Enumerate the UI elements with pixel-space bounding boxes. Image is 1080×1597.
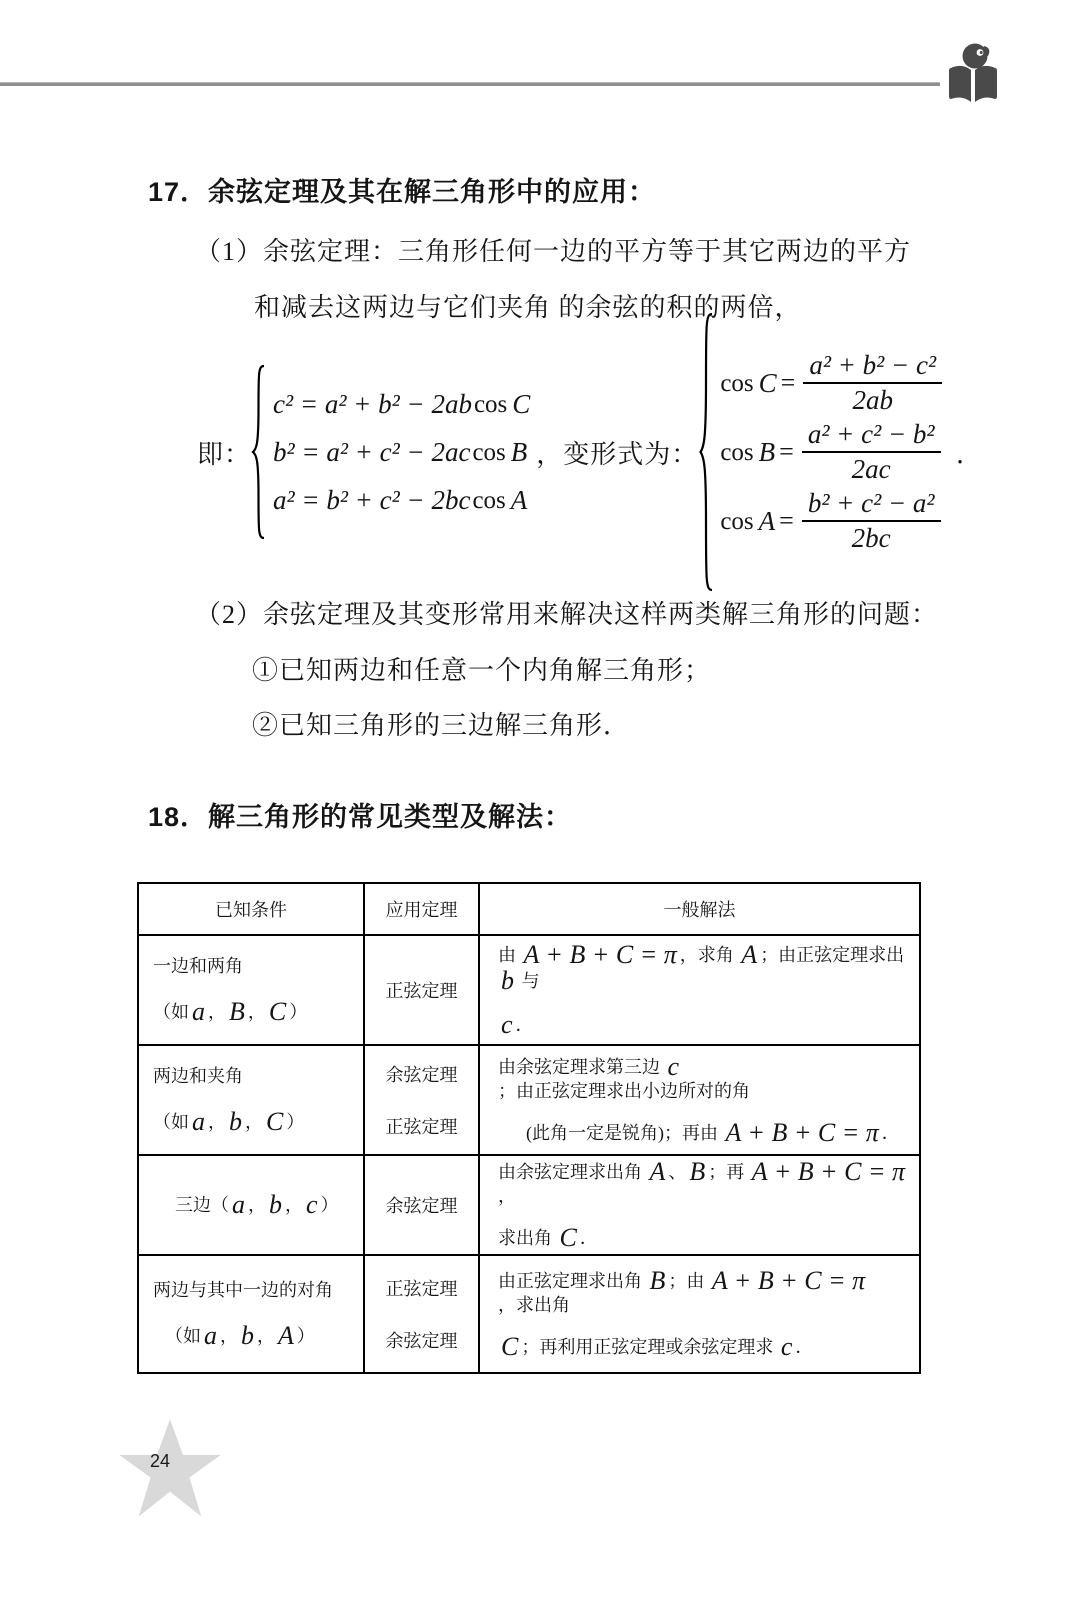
math-token: a (192, 997, 205, 1027)
math-token: c (667, 1051, 680, 1081)
text-token: 、 (668, 1161, 687, 1182)
table-row (138, 1155, 920, 1255)
text-token: ， (257, 1326, 275, 1346)
text-token: ， (247, 1002, 266, 1022)
math-token: C (501, 1332, 519, 1362)
cos-function: cos (720, 507, 754, 535)
text-token: ， (498, 1185, 516, 1206)
fraction-numerator: a² + b² − c² (803, 352, 942, 384)
math-token: C (559, 1223, 577, 1253)
fraction-denominator: 2bc (851, 523, 891, 553)
text-token: 由余弦定理求第三边 (498, 1056, 665, 1077)
condition-line (153, 999, 363, 1025)
condition-line (153, 1109, 363, 1135)
equation-cosB (718, 421, 942, 483)
math-token: B (689, 1156, 706, 1186)
text-token: ． (795, 1337, 814, 1357)
item2-bullet1: ①已知两边和任意一个内角解三角形； (252, 656, 712, 685)
text-token: 由余弦定理求出角 (498, 1161, 647, 1182)
solution-line (498, 1012, 913, 1038)
math-token: b (501, 966, 514, 995)
text-token: ． (579, 1228, 598, 1248)
theorem-label: 余弦定理 (385, 1196, 458, 1216)
text-token: ；由正弦定理求出小边所对的角 (498, 1080, 750, 1101)
text-token: （如 (153, 1002, 189, 1022)
condition-line (153, 1279, 363, 1302)
math-token: B (229, 997, 245, 1027)
theorem-label: 正弦定理 (385, 1279, 458, 1299)
text-token: ， (208, 1112, 226, 1132)
item2-bullet2: ②已知三角形的三边解三角形． (252, 711, 631, 740)
text-token: ；再 (708, 1161, 749, 1182)
cos-function: cos (720, 369, 754, 397)
table-row (138, 1045, 920, 1155)
fraction-numerator: a² + c² − b² (802, 421, 941, 453)
text-token: ． (881, 1123, 900, 1143)
equals-sign: = (780, 368, 796, 397)
condition-line (153, 1065, 363, 1088)
text-token: ， (248, 1194, 266, 1215)
condition-line (153, 955, 363, 978)
math-angle: C (512, 388, 531, 419)
math-token: C (268, 997, 287, 1027)
text-token: 由正弦定理求出角 (498, 1270, 647, 1291)
text-token: （如 (153, 1112, 189, 1132)
math-token: A (649, 1156, 666, 1186)
math-body: b² = a² + c² − 2ac (273, 436, 471, 467)
condition-line (153, 1323, 363, 1349)
text-token: ，求角 (679, 944, 739, 965)
math-token: b (241, 1321, 254, 1351)
math-angle: B (510, 436, 528, 467)
equation-system-left (273, 388, 531, 515)
text-token: 与 (517, 970, 540, 991)
cos-function: cos (472, 438, 506, 466)
text-token: 两边和夹角 (153, 1065, 243, 1086)
fraction-numerator: b² + c² − a² (802, 490, 941, 522)
math-token: a (192, 1107, 205, 1137)
page-number: 24 (150, 1451, 171, 1471)
header-known-conditions: 已知条件 (138, 883, 364, 935)
math-token: A + B + C = π (751, 1156, 906, 1186)
header-general-solution: 一般解法 (479, 883, 920, 935)
solution-line (498, 1265, 913, 1317)
cos-function: cos (472, 486, 506, 514)
equation-a2 (273, 484, 530, 515)
header-applied-theorem: 应用定理 (364, 883, 479, 935)
solution-line (498, 1051, 913, 1103)
math-angle: C (758, 367, 777, 398)
table-header-row (138, 883, 920, 935)
cosine-law-text-line1: （1）余弦定理：三角形任何一边的平方等于其它两边的平方 (195, 237, 912, 266)
text-token: ． (515, 1014, 534, 1035)
section17-title: 17．余弦定理及其在解三角形中的应用： (148, 177, 657, 207)
math-body: a² = b² + c² − 2bc (273, 484, 471, 515)
equation-system-right (718, 352, 942, 552)
fraction-denominator: 2ac (851, 454, 891, 484)
left-curly-brace (251, 364, 267, 540)
theorem-label: 正弦定理 (385, 1117, 458, 1137)
text-token: ） (296, 1326, 315, 1346)
condition-line (153, 1192, 363, 1218)
text-token: ；由正弦定理求出 (760, 944, 909, 965)
text-token: ， (245, 1112, 263, 1132)
math-token: A + B + C = π (523, 940, 677, 969)
triangle-solving-table (137, 882, 921, 1374)
math-token: A + B + C = π (725, 1118, 879, 1148)
fraction (802, 490, 941, 552)
fraction-denominator: 2ab (852, 385, 893, 415)
math-angle: A (758, 505, 776, 536)
formula-intro-label: 即： (197, 439, 252, 469)
math-token: A (278, 1321, 294, 1351)
text-token: ，求出角 (498, 1294, 570, 1315)
formula-middle-label: ，变形式为： (536, 439, 699, 469)
fraction (802, 421, 941, 483)
text-token: ） (320, 1194, 339, 1215)
text-token: ） (286, 1112, 305, 1132)
right-curly-brace (698, 312, 716, 592)
item2-intro-text: （2）余弦定理及其变形常用来解决这样两类解三角形的问题： (195, 600, 939, 629)
solution-line (498, 1120, 913, 1146)
math-angle: B (758, 436, 776, 467)
equation-cosA (718, 490, 942, 552)
text-token: ；由 (668, 1270, 709, 1291)
math-token: c (780, 1332, 793, 1362)
math-token: a (204, 1321, 217, 1351)
text-token: ；再利用正弦定理或余弦定理求 (521, 1337, 778, 1357)
equals-sign: = (779, 506, 794, 535)
section18-title: 18．解三角形的常见类型及解法： (148, 802, 573, 832)
theorem-label: 正弦定理 (385, 981, 458, 1001)
fraction (803, 352, 942, 414)
math-token: c (501, 1010, 513, 1039)
math-angle: A (510, 484, 528, 515)
math-token: A (741, 940, 758, 969)
solution-line (498, 942, 913, 994)
equation-cosC (718, 352, 942, 414)
text-token: 两边与其中一边的对角 (153, 1279, 333, 1300)
math-token: C (266, 1107, 284, 1137)
math-body: c² = a² + b² − 2ab (273, 388, 472, 419)
equation-b2 (273, 436, 530, 467)
solution-line (498, 1225, 913, 1251)
header-divider-rule (0, 82, 940, 86)
equation-c2 (273, 388, 531, 419)
solution-line (498, 1156, 913, 1208)
text-token: ， (285, 1194, 303, 1215)
text-token: ， (208, 1002, 226, 1022)
text-token: ） (289, 1002, 308, 1022)
solution-line (498, 1334, 913, 1360)
text-token: 由 (498, 944, 521, 965)
theorem-label: 余弦定理 (385, 1331, 458, 1351)
theorem-label: 余弦定理 (385, 1065, 458, 1085)
text-token: （如 (165, 1326, 201, 1346)
math-token: b (269, 1190, 282, 1219)
cosine-formula-block (197, 328, 983, 576)
cosine-law-text-line2: 和减去这两边与它们夹角 的余弦的积的两倍， (254, 293, 802, 322)
reading-bird-book-logo (944, 40, 1002, 108)
math-token: B (649, 1265, 666, 1295)
text-token: ， (220, 1326, 238, 1346)
equals-sign: = (779, 437, 794, 466)
cos-function: cos (720, 438, 754, 466)
table-row (138, 1255, 920, 1373)
math-token: c (306, 1190, 318, 1219)
text-token: (此角一定是锐角)；再由 (526, 1123, 723, 1143)
math-token: a (232, 1190, 245, 1219)
cos-function: cos (473, 390, 508, 418)
text-token: 一边和两角 (153, 955, 243, 976)
formula-end-period: ． (956, 439, 983, 469)
table-row (138, 935, 920, 1045)
text-token: 求出角 (498, 1228, 557, 1248)
math-token: b (229, 1107, 242, 1137)
math-token: A + B + C = π (711, 1265, 866, 1295)
text-token: 三边（ (175, 1194, 229, 1215)
